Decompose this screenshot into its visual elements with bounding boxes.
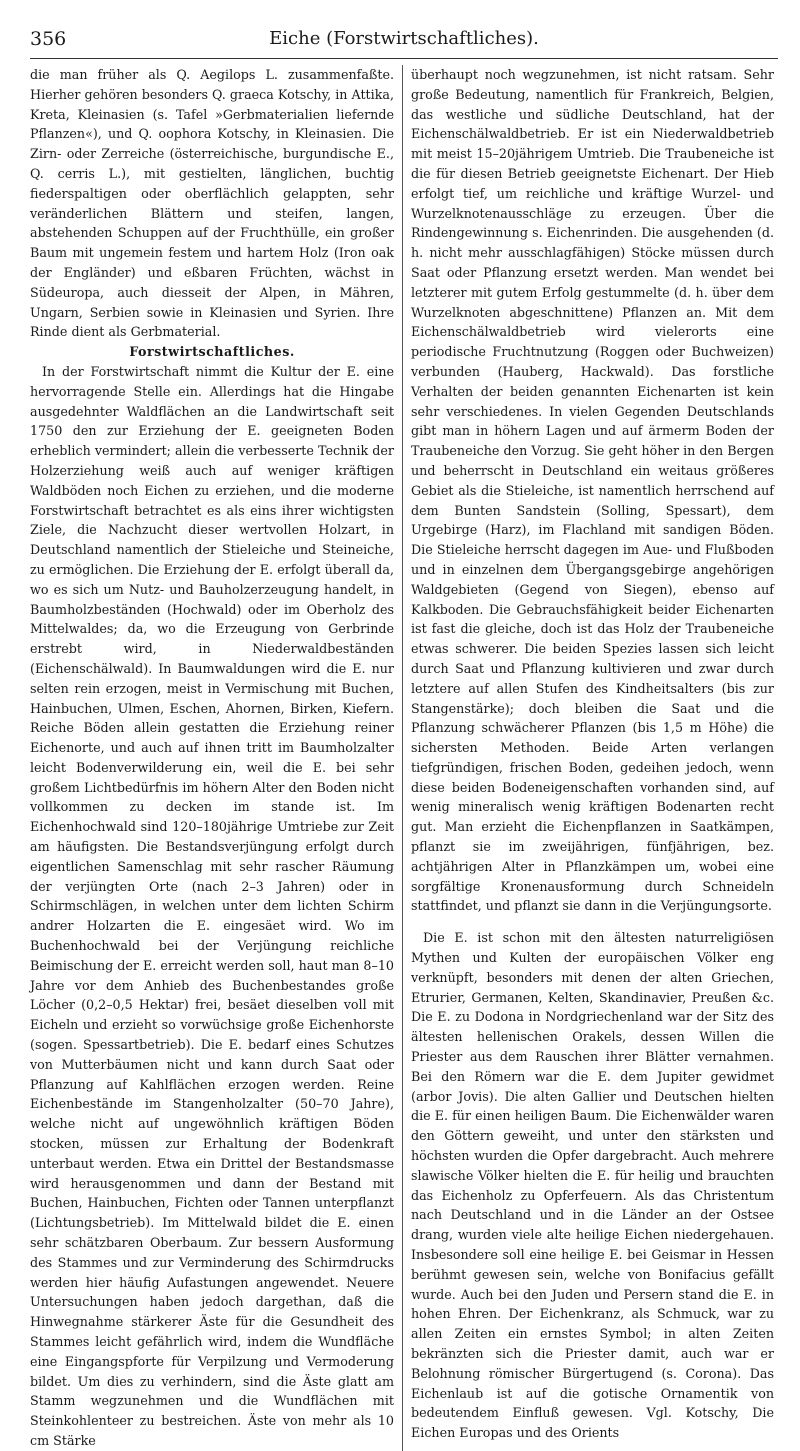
paragraph: überhaupt noch wegzunehmen, ist nicht ratsam. Sehr große Bedeutung, namentlich für Frankreich, Belgien, das westliche und südliche Deutschland, hat der Eichenschälwaldbetrieb. Er ist ein Niederwaldbetrieb mit meist 15–20jährigem Umtrieb. Die Traubeneiche ist die für diesen Betrieb geeignetste Eichenart. Der Hieb erfolgt tief, um reichliche und kräftige Wurzel- und Wurzelknotenausschläge zu erzeugen. Über die Rindengewinnung s. Eichenrinden. Die ausgehenden (d. h. nicht mehr ausschlagfähigen) Stöcke müssen durch Saat oder Pflanzung ersetzt werden. Man wendet bei letzterer mit gutem Erfolg gestummelte (d. h. über dem Wurzelknoten abgeschnittene) Pflanzen an. Mit dem Eichenschälwaldbetrieb wird vielerorts eine periodische Fruchtnutzung (Roggen oder Buchweizen) verbunden (Hauberg, Hackwald). Das forstliche Verhalten der beiden genannten Eichenarten ist kein sehr verschiedenes. In vielen Gegenden Deutschlands gibt man in höhern Lagen und auf ärmerm Boden der Traubeneiche den Vorzug. Sie geht höher in den Bergen und beherrscht in Deutschland ein weitaus größeres Gebiet als die Stieleiche, ist namentlich herrschend auf dem Bunten Sandstein (Solling, Spessart), dem Urgebirge (Harz), im Flachland mit sandigen Böden. Die Stieleiche herrscht dagegen im Aue- und Flußboden und in einzelnen dem Übergangsgebirge angehörigen Waldgebieten (Gegend von Siegen), ebenso auf Kalkboden. Die Gebrauchsfähigkeit beider Eichenarten ist fast die gleiche, doch ist das Holz der Traubeneiche etwas schwerer. Die beiden Spezies lassen sich leicht durch Saat und Pflanzung kultivieren und zwar durch letztere auf allen Stufen des Kindheitsalters (bis zur Stangenstärke); doch bleiben die Saat und die Pflanzung schwächerer Pflanzen (bis 1,5 m Höhe) die sichersten Methoden. Beide Arten verlangen tiefgründigen, frischen Boden, gedeihen jedoch, wenn diese beiden Bodeneigenschaften vorhanden sind, auf wenig mineralisch wenig kräftigen Bodenarten recht gut. Man erzieht die Eichenpflanzen in Saatkämpen, pflanzt sie im zweijährigen, fünfjährigen, bez. achtjährigen Alter in Pflanzkämpen um, wobei eine sorgfältige Kronenausformung durch Schneideln stattfindet, und pflanzt sie dann in die Verjüngungsorte. <box>411 67 774 914</box>
right-column <box>402 65 774 1451</box>
section-heading: Forstwirtschaftliches. <box>129 344 295 360</box>
left-column <box>30 65 402 1451</box>
running-head: Eiche (Forstwirtschaftliches). <box>269 28 539 49</box>
paragraph: In der Forstwirtschaft nimmt die Kultur der E. eine hervorragende Stelle ein. Allerdings hat die Hingabe ausgedehnter Waldflächen an die Landwirtschaft seit 1750 den zur Erziehung der E. geeigneten Boden erheblich vermindert; allein die verbesserte Technik der Holzerziehung weiß auch auf weniger kräftigen Waldböden noch Eichen zu erziehen, und die moderne Forstwirtschaft betrachtet es als eins ihrer wichtigsten Ziele, die Nachzucht dieser wertvollen Holzart, in Deutschland namentlich der Stieleiche und Steineiche, zu ermöglichen. Die Erziehung der E. erfolgt überall da, wo es sich um Nutz- und Bauholzerzeugung handelt, in Baumholzbeständen (Hochwald) oder im Oberholz des Mittelwaldes; da, wo die Erzeugung von Gerbrinde erstrebt wird, in Niederwaldbeständen (Eichenschälwald). In Baumwaldungen wird die E. nur selten rein erzogen, meist in Vermischung mit Buchen, Hainbuchen, Ulmen, Eschen, Ahornen, Birken, Kiefern. Reiche Böden allein gestatten die Erziehung reiner Eichenorte, und auch auf ihnen tritt im Baumholzalter leicht Bodenverwilderung ein, weil die E. bei sehr großem Lichtbedürfnis im höhern Alter den Boden nicht vollkommen zu decken im stande ist. Im Eichenhochwald sind 120–180jährige Umtriebe zur Zeit am häufigsten. Die Bestandsverjüngung erfolgt durch eigentlichen Samenschlag mit sehr rascher Räumung der verjüngten Orte (nach 2–3 Jahren) oder in Schirmschlägen, in welchen unter dem lichten Schirm andrer Holzarten die E. eingesäet wird. Wo im Buchenhochwald bei der Verjüngung reichliche Beimischung der E. erreicht werden soll, haut man 8–10 Jahre vor dem Anhieb des Buchenbestandes große Löcher (0,2–0,5 Hektar) frei, besäet dieselben voll mit Eicheln und erzieht so vorwüchsige große Eichenhorste (sogen. Spessartbetrieb). Die E. bedarf eines Schutzes von Mutterbäumen nicht und kann durch Saat oder Pflanzung auf Kahlflächen erzogen werden. Reine Eichenbestände im Stangenholzalter (50–70 Jahre), welche nicht auf ungewöhnlich kräftigen Böden stocken, müssen zur Erhaltung der Bodenkraft unterbaut werden. Etwa ein Drittel der Bestandsmasse wird herausgenommen und dann der Bestand mit Buchen, Hainbuchen, Fichten oder Tannen unterpflanzt (Lichtungsbetrieb). Im Mittelwald bildet die E. einen sehr schätzbaren Oberbaum. Zur bessern Ausformung des Stammes und zur Verminderung des Schirmdrucks werden hier häufig Aufastungen angewendet. Neuere Untersuchungen haben jedoch dargethan, daß die Hinwegnahme stärkerer Äste für die Gesundheit des Stammes leicht gefährlich wird, indem die Wundfläche eine Eingangspforte für Verpilzung und Vermoderung bildet. Um dies zu verhindern, sind die Äste glatt am Stamm wegzunehmen und die Wundflächen mit Steinkohlenteer zu bestreichen. Äste von mehr als 10 cm Stärke <box>30 363 394 1448</box>
page-number: 356 <box>30 28 67 50</box>
paragraph: Die E. ist schon mit den ältesten naturreligiösen Mythen und Kulten der europäischen Völker eng verknüpft, besonders mit denen der alten Griechen, Etrurier, Germanen, Kelten, Skandinavier, Preußen &c. Die E. zu Dodona in Nordgriechenland war der Sitz des ältesten hellenischen Orakels, dessen Willen die Priester aus dem Rauschen ihrer Blätter vernahmen. Bei den Römern war die E. dem Jupiter gewidmet (arbor Jovis). Die alten Gallier und Deutschen hielten die E. für einen heiligen Baum. Die Eichenwälder waren den Göttern geweiht, und unter den stärksten und höchsten wurden die Opfer dargebracht. Auch mehrere slawische Völker hielten die E. für heilig und brauchten das Eichenholz zu Opferfeuern. Als das Christentum nach Deutschland und in die Länder an der Ostsee drang, wurden viele alte heilige Eichen niedergehauen. Insbesondere soll eine heilige E. bei Geismar in Hessen berühmt gewesen sein, welche von Bonifacius gefällt wurde. Auch bei den Juden und Persern stand die E. in hohen Ehren. Der Eichenkranz, als Schmuck, war zu allen Zeiten ein ernstes Symbol; in alten Zeiten bekränzten sich die Priester damit, auch war er Belohnung römischer Bürgertugend (s. Corona). Das Eichenlaub ist auf die gotische Ornamentik von bedeutendem Einfluß gewesen. Vgl. Kotschy, Die Eichen Europas und des Orients <box>411 930 774 1441</box>
paragraph: die man früher als Q. Aegilops L. zusammenfaßte. Hierher gehören besonders Q. graeca Kotschy, in Attika, Kreta, Kleinasien (s. Tafel »Gerbmaterialien liefernde Pflanzen«), und Q. oophora Kotschy, in Kleinasien. Die Zirn- oder Zerreiche (österreichische, burgundische E., Q. cerris L.), mit gestielten, länglichen, buchtig fiederspaltigen oder oberflächlich gelappten, sehr veränderlichen Blättern und steifen, langen, abstehenden Schuppen auf der Fruchthülle, ein großer Baum mit ungemein festem und hartem Holz (Iron oak der Engländer) und eßbaren Früchten, wächst in Südeuropa, auch diesseit der Alpen, in Mähren, Ungarn, Serbien sowie in Kleinasien und Syrien. Ihre Rinde dient als Gerbmaterial. <box>30 67 394 340</box>
page-header <box>30 28 778 59</box>
two-column-body <box>30 65 778 1451</box>
